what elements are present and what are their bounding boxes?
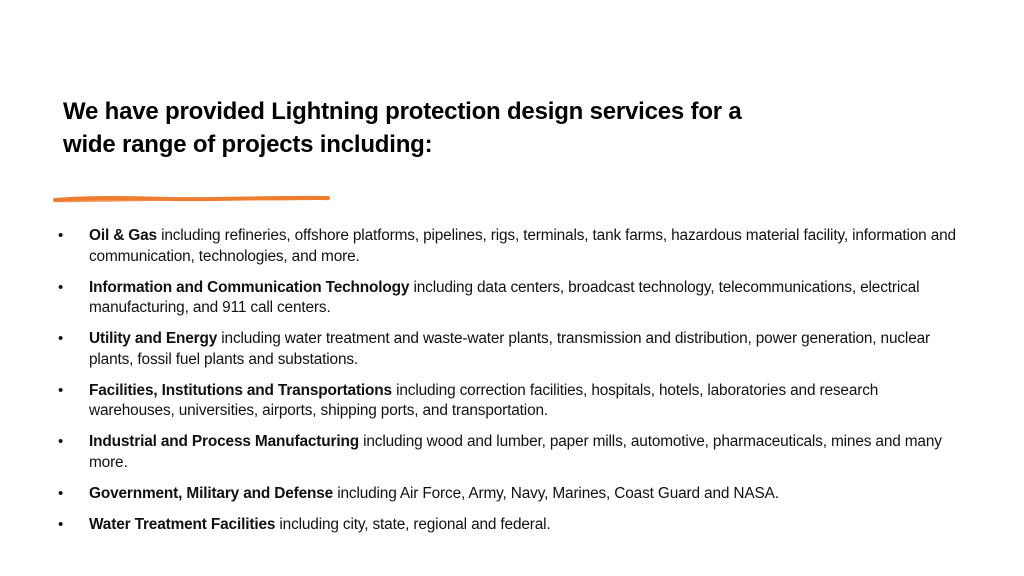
bullet-marker: •: [58, 433, 64, 450]
category-description: including Air Force, Army, Navy, Marines, Coast Guard and NASA.: [333, 484, 779, 502]
category-label: Industrial and Process Manufacturing: [89, 433, 359, 450]
bullet-marker: •: [58, 484, 64, 502]
list-item-utility-energy: [58, 329, 958, 370]
list-item-water-treatment: [58, 515, 958, 536]
list-item-government: [58, 484, 958, 505]
list-item-facilities: [58, 381, 958, 422]
project-category-list: [58, 226, 958, 546]
bullet-marker: •: [58, 278, 64, 296]
category-description: including water treatment and waste-water plants, transmission and distribution, power generation, nuclear plants, fossil fuel plants and substations.: [89, 330, 930, 368]
slide-title-line-2: wide range of projects including:: [63, 131, 433, 158]
bullet-marker: •: [58, 330, 64, 347]
list-item-oil-gas: [58, 226, 958, 267]
list-item-industrial: [58, 432, 958, 473]
category-label: Oil & Gas: [89, 227, 157, 244]
category-description: including data centers, broadcast technology, telecommunications, electrical manufacturing, and 911 call centers.: [89, 278, 920, 316]
bullet-marker: •: [58, 515, 64, 533]
category-label: Utility and Energy: [89, 330, 218, 347]
category-label: Water Treatment Facilities: [89, 515, 276, 533]
slide-title-line-1: We have provided Lightning protection design services for a: [63, 98, 742, 125]
list-item-ict: [58, 278, 958, 319]
bullet-marker: •: [58, 381, 64, 399]
category-label: Facilities, Institutions and Transportations: [89, 381, 392, 399]
category-label: Government, Military and Defense: [89, 484, 334, 502]
category-description: including city, state, regional and federal.: [275, 515, 551, 533]
category-description: including refineries, offshore platforms, pipelines, rigs, terminals, tank farms, hazardous material facility, information and communication, technologies, and more.: [89, 227, 956, 265]
category-description: including correction facilities, hospitals, hotels, laboratories and research warehouses, universities, airports, shipping ports, and transportation.: [89, 381, 879, 419]
bullet-marker: •: [58, 227, 64, 244]
slide-title: [63, 95, 883, 161]
category-description: including wood and lumber, paper mills, automotive, pharmaceuticals, mines and many more.: [89, 433, 942, 471]
category-label: Information and Communication Technology: [89, 278, 410, 296]
title-underline-accent: [52, 193, 332, 205]
